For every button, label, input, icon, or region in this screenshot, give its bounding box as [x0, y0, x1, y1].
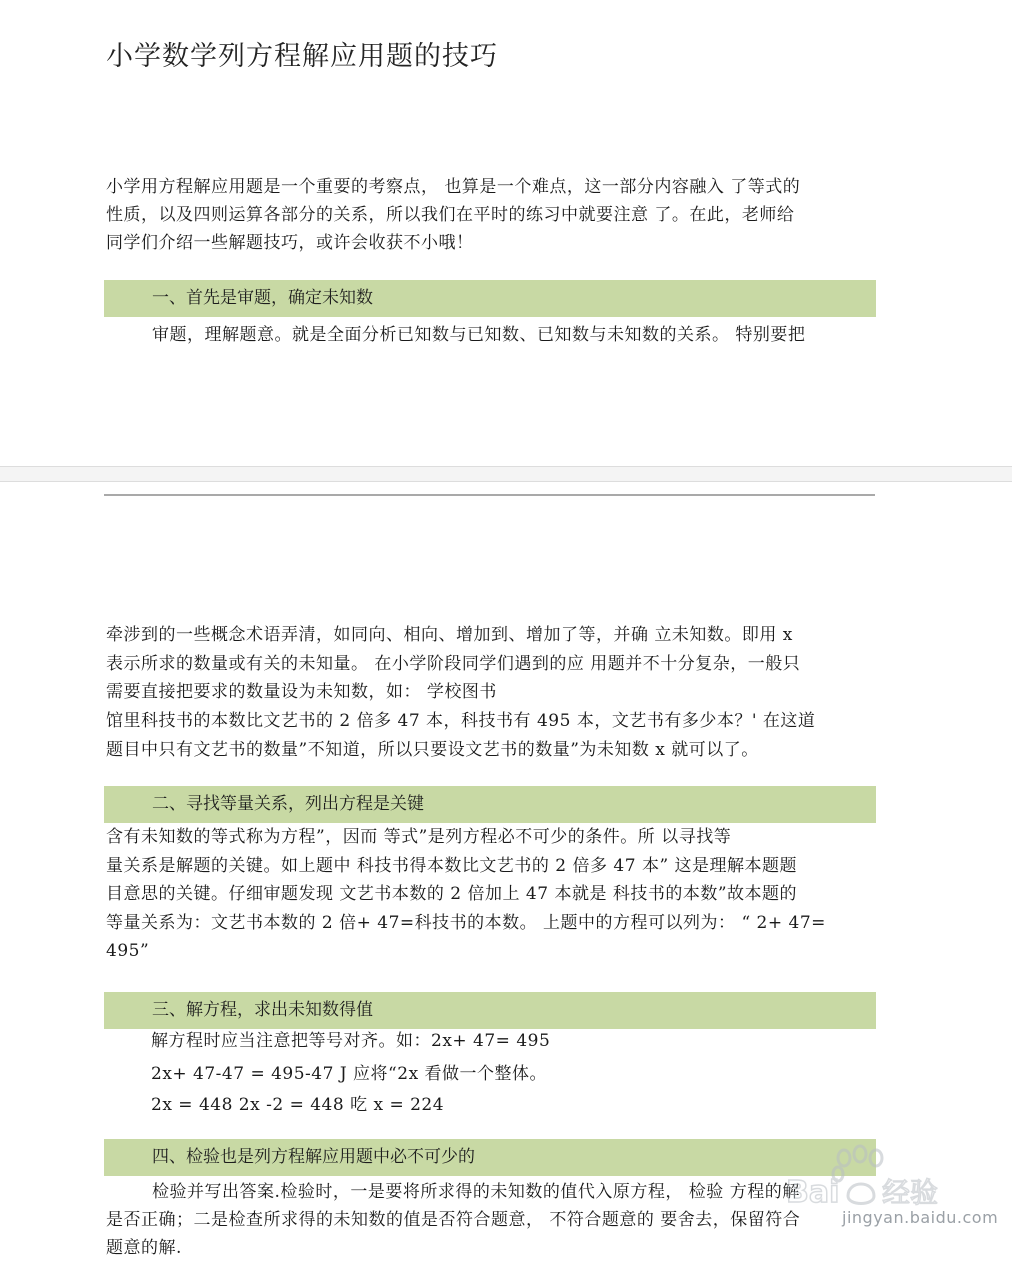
page-break	[0, 466, 1012, 482]
section-2-line: 量关系是解题的关键。如上题中 科技书得本数比文艺书的 2 倍多 47 本” 这是理解本题题	[106, 856, 798, 876]
svg-text:Bai: Bai	[786, 1175, 840, 1210]
watermark-url: jingyan.baidu.com	[842, 1208, 999, 1227]
section-heading-1: 一、首先是审题，确定未知数	[104, 280, 876, 317]
section-1-line: 题目中只有文艺书的数量”不知道，所以只要设文艺书的数量”为未知数 x 就可以了。	[106, 740, 759, 760]
intro-line: 同学们介绍一些解题技巧，或许会收获不小哦！	[106, 233, 474, 253]
section-4-line: 题意的解.	[106, 1238, 182, 1258]
section-2-line: 含有未知数的等式称为方程”，因而 等式”是列方程必不可少的条件。所 以寻找等	[106, 827, 732, 847]
intro-line: 小学用方程解应用题是一个重要的考察点， 也算是一个难点，这一部分内容融入 了等式的	[106, 177, 801, 197]
section-4-line: 检验并写出答案.检验时，一是要将所求得的未知数的值代入原方程， 检验 方程的解	[152, 1182, 800, 1202]
section-1-line: 审题，理解题意。就是全面分析已知数与已知数、已知数与未知数的关系。 特别要把	[152, 325, 806, 345]
document-title: 小学数学列方程解应用题的技巧	[106, 41, 498, 72]
section-1-line: 牵涉到的一些概念术语弄清，如同向、相向、增加到、增加了等，并确 立未知数。即用 x	[106, 625, 793, 645]
section-2-line: 等量关系为：文艺书本数的 2 倍+ 47=科技书的本数。 上题中的方程可以列为： “ 2+ 47=	[106, 913, 826, 933]
section-3-line: 解方程时应当注意把等号对齐。如：2x+ 47= 495	[151, 1031, 551, 1051]
section-1-line: 表示所求的数量或有关的未知量。 在小学阶段同学们遇到的应 用题并不十分复杂，一般只	[106, 654, 801, 674]
section-2-line: 目意思的关键。仔细审题发现 文艺书本数的 2 倍加上 47 本就是 科技书的本数”故本题的	[106, 884, 798, 904]
header-rule	[104, 494, 875, 496]
section-heading-4: 四、检验也是列方程解应用题中必不可少的	[104, 1139, 876, 1176]
section-3-line: 2x+ 47-47 = 495-47 J 应将“2x 看做一个整体。	[151, 1064, 548, 1084]
section-1-line: 需要直接把要求的数量设为未知数，如： 学校图书	[106, 682, 497, 702]
svg-text:经验: 经验	[882, 1176, 939, 1209]
intro-line: 性质，以及四则运算各部分的关系，所以我们在平时的练习中就要注意 了。在此，老师给	[106, 205, 795, 225]
section-3-line: 2x = 448 2x -2 = 448 吃 x = 224	[151, 1095, 445, 1115]
section-4-line: 是否正确；二是检查所求得的未知数的值是否符合题意， 不符合题意的 要舍去，保留符合	[106, 1210, 801, 1230]
section-heading-2: 二、寻找等量关系，列出方程是关键	[104, 786, 876, 823]
section-2-line: 495”	[106, 941, 150, 961]
section-heading-3: 三、解方程，求出未知数得值	[104, 992, 876, 1029]
section-1-line: 馆里科技书的本数比文艺书的 2 倍多 47 本，科技书有 495 本，文艺书有多少本？' 在这道	[106, 711, 816, 731]
